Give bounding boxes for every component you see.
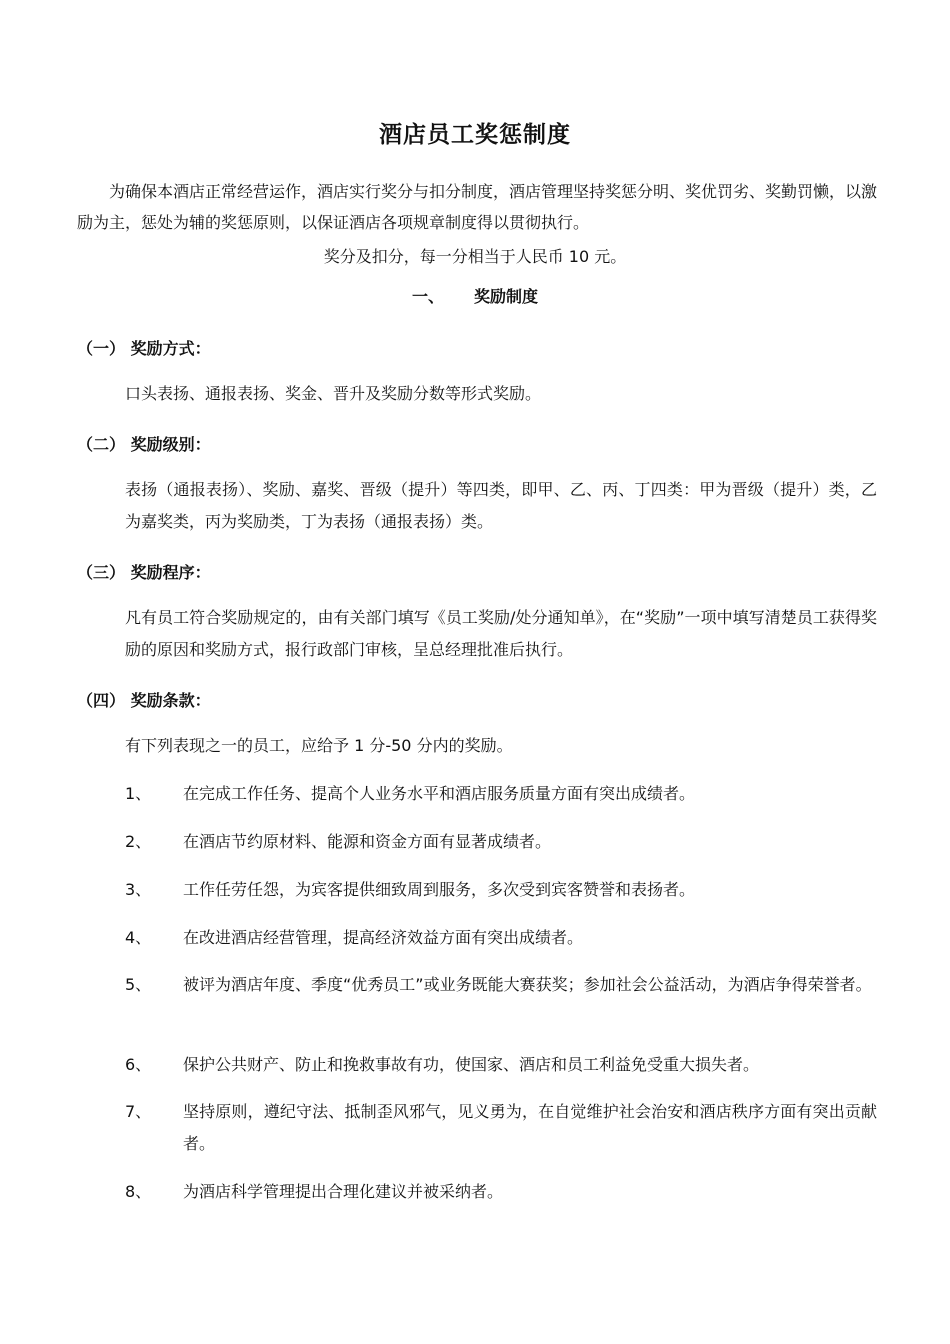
list-item <box>125 1096 877 1160</box>
list-item <box>125 969 877 1001</box>
section-title: 奖励制度 <box>474 287 539 306</box>
list-item-number: 5、 <box>125 975 152 994</box>
list-item-text: 在完成工作任务、提高个人业务水平和酒店服务质量方面有突出成绩者。 <box>183 784 696 803</box>
list-item-number: 1、 <box>125 784 152 803</box>
paragraph-reward-clauses-intro: 有下列表现之一的员工，应给予 1 分-50 分内的奖励。 <box>125 736 513 755</box>
paragraph-reward-methods: 口头表扬、通报表扬、奖金、晋升及奖励分数等形式奖励。 <box>125 384 542 403</box>
list-item-text: 被评为酒店年度、季度“优秀员工”或业务既能大赛获奖；参加社会公益活动，为酒店争得荣誉者。 <box>183 975 872 994</box>
list-item-number: 2、 <box>125 832 152 851</box>
subheading-reward-methods: （一） 奖励方式： <box>77 339 211 358</box>
list-item <box>125 874 877 906</box>
document-title: 酒店员工奖惩制度 <box>379 122 571 148</box>
intro-paragraph: 为确保本酒店正常经营运作，酒店实行奖分与扣分制度，酒店管理坚持奖惩分明、奖优罚劣、奖勤罚懒，以激励为主，惩处为辅的奖惩原则，以保证酒店各项规章制度得以贯彻执行。 <box>77 182 878 232</box>
subheading-reward-procedure: （三） 奖励程序： <box>77 563 211 582</box>
list-item-number: 7、 <box>125 1102 152 1121</box>
section-heading-rewards <box>0 284 950 307</box>
paragraph-reward-procedure: 凡有员工符合奖励规定的，由有关部门填写《员工奖励/处分通知单》，在“奖励”一项中填写清楚员工获得奖励的原因和奖励方式，报行政部门审核，呈总经理批准后执行。 <box>125 608 877 659</box>
subheading-reward-levels: （二） 奖励级别： <box>77 435 211 454</box>
list-item-number: 6、 <box>125 1055 152 1074</box>
list-item <box>125 778 877 810</box>
paragraph-reward-levels: 表扬（通报表扬）、奖励、嘉奖、晋级（提升）等四类，即甲、乙、丙、丁四类：甲为晋级（提升）类，乙为嘉奖类，丙为奖励类，丁为表扬（通报表扬）类。 <box>125 480 877 531</box>
list-item-number: 4、 <box>125 928 152 947</box>
list-item-text: 保护公共财产、防止和挽救事故有功，使国家、酒店和员工利益免受重大损失者。 <box>183 1055 760 1074</box>
list-item-text: 在改进酒店经营管理，提高经济效益方面有突出成绩者。 <box>183 928 584 947</box>
section-number: 一、 <box>411 287 444 306</box>
points-rate-note: 奖分及扣分，每一分相当于人民币 10 元。 <box>323 247 627 266</box>
list-item-text: 为酒店科学管理提出合理化建议并被采纳者。 <box>183 1182 504 1201</box>
subheading-reward-clauses: （四） 奖励条款： <box>77 691 211 710</box>
list-item <box>125 826 877 858</box>
list-item-number: 3、 <box>125 880 152 899</box>
list-item-text: 坚持原则，遵纪守法、抵制歪风邪气，见义勇为，在自觉维护社会治安和酒店秩序方面有突出贡献者。 <box>183 1102 877 1153</box>
list-item <box>125 1176 877 1208</box>
list-item-number: 8、 <box>125 1182 152 1201</box>
list-item <box>125 922 877 954</box>
list-item <box>125 1049 877 1081</box>
list-item-text: 工作任劳任怨，为宾客提供细致周到服务，多次受到宾客赞誉和表扬者。 <box>183 880 696 899</box>
list-item-text: 在酒店节约原材料、能源和资金方面有显著成绩者。 <box>183 832 552 851</box>
